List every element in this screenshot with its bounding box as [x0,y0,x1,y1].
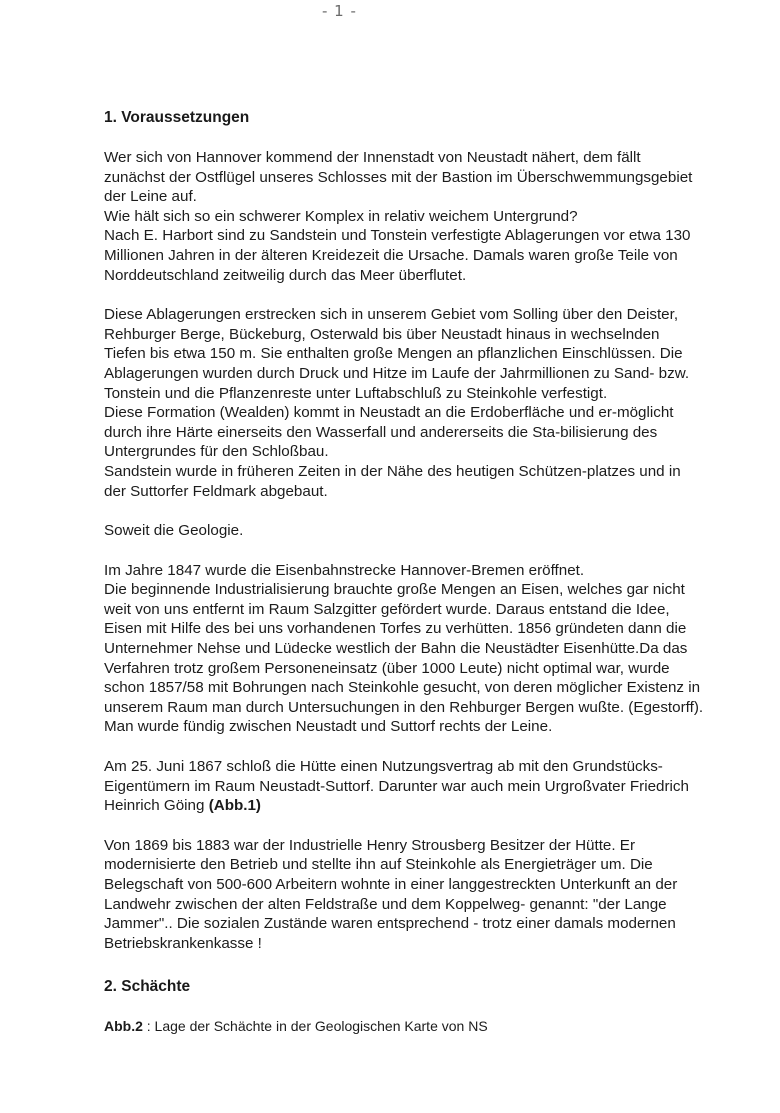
figure-reference-abb1: (Abb.1) [208,797,261,815]
paragraph-5-text: Am 25. Juni 1867 schloß die Hütte einen Nutzungsvertrag ab mit den Grundstücks-Eigentümern im Raum Neustadt-Suttorf. Darunter war auch mein Urgroßvater Friedrich Heinrich Göing [104,758,689,815]
page-number: - 1 - [322,2,357,20]
paragraph-3: Soweit die Geologie. [104,522,244,540]
paragraph-5 [104,757,704,816]
section-heading-voraussetzungen: 1. Voraussetzungen [104,109,250,126]
paragraph-2: Diese Ablagerungen erstrecken sich in unserem Gebiet vom Solling über den Deister, Rehburger Berge, Bückeburg, Osterwald bis über Neustadt hinaus in wechselnden Tiefen bis etwa 150 m. Sie enthalten große Mengen an pflanzlichen Einschlüssen. Die Ablagerungen wurden durch Druck und Hitze im Laufe der Jahrmillionen zu Sand- bzw. Tonstein und die Pflanzenreste unter Luftabschluß zu Steinkohle verfestigt. Diese Formation (Wealden) kommt in Neustadt an die Erdoberfläche und er-möglicht durch ihre Härte einerseits den Wasserfall und andererseits die Sta-bilisierung des Untergrundes für den Schloßbau. Sandstein wurde in früheren Zeiten in der Nähe des heutigen Schützen-platzes und in der Suttorfer Feldmark abgebaut. [104,306,690,500]
section-heading-schaechte: 2. Schächte [104,978,191,996]
paragraph-6: Von 1869 bis 1883 war der Industrielle Henry Strousberg Besitzer der Hütte. Er modernisierte den Betrieb und stellte ihn auf Steinkohle als Energieträger um. Die Belegschaft von 500-600 Arbeitern wohnte in einer langgestreckten Unterkunft an der Landwehr zwischen der alten Feldstraße und dem Koppelweg- genannt: "der Lange Jammer".. Die sozialen Zustände waren entsprechend - trotz einer damals modernen Betriebskrankenkasse ! [104,836,678,952]
caption-label: Abb.2 [104,1018,143,1035]
figure-caption [104,1017,704,1035]
caption-text: : Lage der Schächte in der Geologischen Karte von NS [142,1018,488,1035]
paragraph-1: Wer sich von Hannover kommend der Innenstadt von Neustadt nähert, dem fällt zunächst der Ostflügel unseres Schlosses mit der Bastion im Überschwemmungsgebiet der Leine auf. Wie hält sich so ein schwerer Komplex in relativ weichem Untergrund? Nach E. Harbort sind zu Sandstein und Tonstein verfestigte Ablagerungen vor etwa 130 Millionen Jahren in der älteren Kreidezeit die Ursache. Damals waren große Teile von Norddeutschland zeitweilig durch das Meer überflutet. [104,149,693,284]
paragraph-4: Im Jahre 1847 wurde die Eisenbahnstrecke Hannover-Bremen eröffnet. Die beginnende Industrialisierung brauchte große Mengen an Eisen, welches gar nicht weit von uns entfernt im Raum Salzgitter gefördert wurde. Daraus entstand die Idee, Eisen mit Hilfe des bei uns vorhandenen Torfes zu verhütten. 1856 gründeten dann die Unternehmer Nehse und Lüdecke westlich der Bahn die Neustädter Eisenhütte.Da das Verfahren trotz großem Personeneinsatz (über 1000 Leute) nicht optimal war, wurde schon 1857/58 mit Bohrungen nach Steinkohle gesucht, von deren möglicher Existenz in unserem Raum man durch Untersuchungen in den Rehburger Bergen wußte. (Egestorff). Man wurde fündig zwischen Neustadt und Suttorf rechts der Leine. [104,561,704,736]
document-body [104,108,704,1035]
